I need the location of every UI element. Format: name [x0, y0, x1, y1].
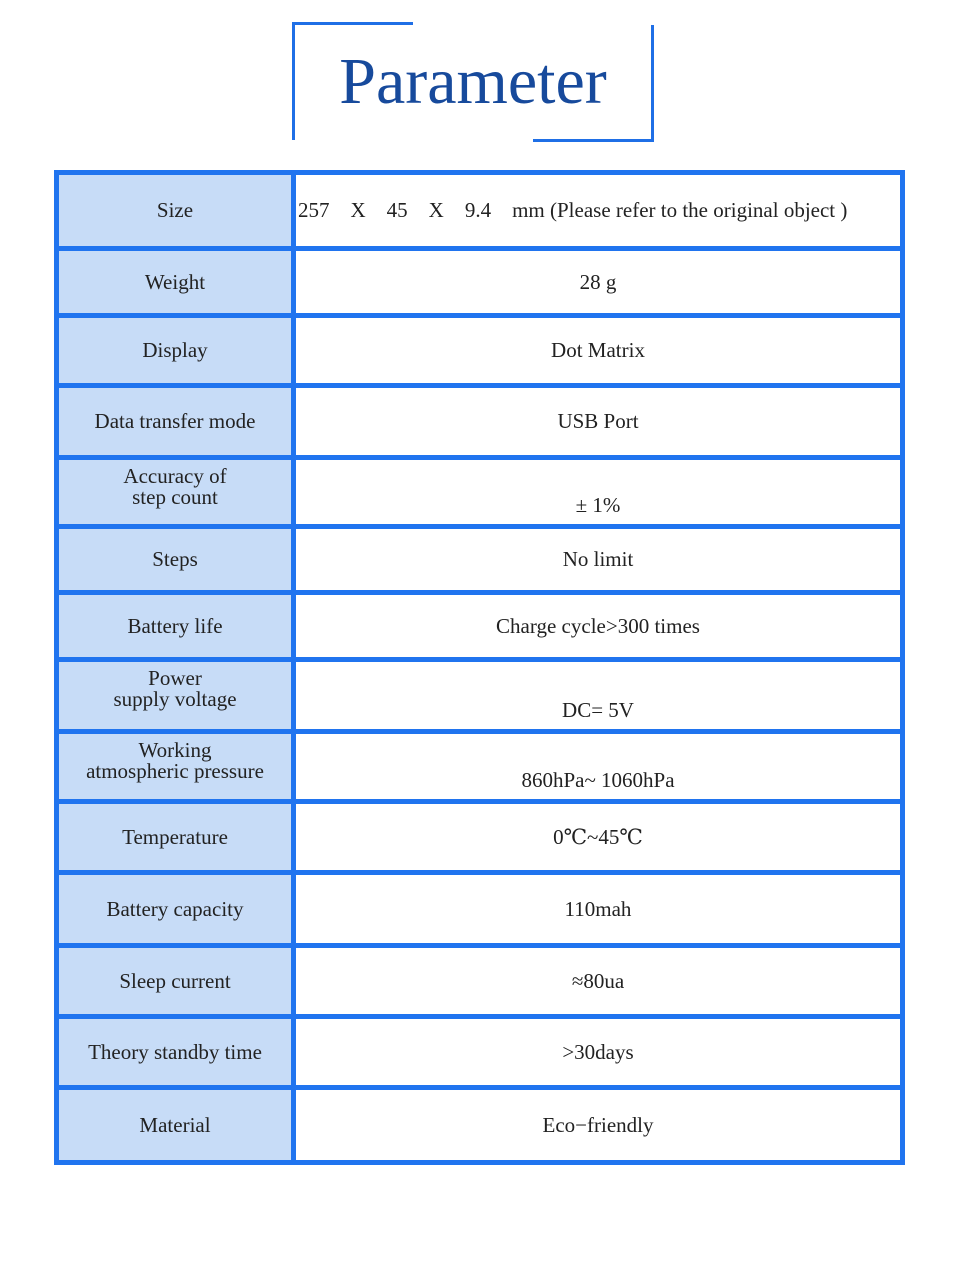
row-value: DC= 5V [294, 660, 903, 732]
table-row [57, 1017, 903, 1088]
table-row [57, 458, 903, 527]
row-value: 0℃~45℃ [294, 802, 903, 873]
row-value: 28 g [294, 249, 903, 316]
table-row [57, 527, 903, 593]
parameter-table [54, 170, 905, 1165]
row-label: Weight [57, 249, 294, 316]
row-value: Eco−friendly [294, 1088, 903, 1163]
row-value: 257 X 45 X 9.4 mm (Please refer to the original object ) [294, 173, 903, 249]
row-label: Material [57, 1088, 294, 1163]
row-label-line: Accuracy of [123, 464, 227, 488]
table-row [57, 1088, 903, 1163]
row-label: Battery capacity [57, 873, 294, 946]
table-row [57, 802, 903, 873]
row-label-line: supply voltage [113, 687, 237, 711]
row-value: ≈80ua [294, 946, 903, 1017]
row-label: Data transfer mode [57, 386, 294, 458]
row-label: Display [57, 316, 294, 386]
row-label-line: atmospheric pressure [86, 759, 264, 783]
row-value: Dot Matrix [294, 316, 903, 386]
title-block [292, 22, 654, 142]
row-label: Temperature [57, 802, 294, 873]
row-label-line: Power [148, 666, 202, 690]
row-value: No limit [294, 527, 903, 593]
row-value: USB Port [294, 386, 903, 458]
row-value: 110mah [294, 873, 903, 946]
table-row [57, 946, 903, 1017]
table-row [57, 173, 903, 249]
table-row [57, 660, 903, 732]
table-row [57, 593, 903, 660]
table-row [57, 316, 903, 386]
table-row [57, 249, 903, 316]
row-value: ± 1% [294, 458, 903, 527]
row-label: Size [57, 173, 294, 249]
row-label [57, 660, 294, 732]
row-label: Steps [57, 527, 294, 593]
row-label [57, 458, 294, 527]
row-label: Battery life [57, 593, 294, 660]
row-label-line: step count [132, 485, 218, 509]
row-label-line: Working [138, 738, 212, 762]
page-title: Parameter [339, 45, 607, 118]
row-value: 860hPa~ 1060hPa [294, 732, 903, 802]
table-row [57, 732, 903, 802]
row-label [57, 732, 294, 802]
row-label: Theory standby time [57, 1017, 294, 1088]
row-label: Sleep current [57, 946, 294, 1017]
row-value: >30days [294, 1017, 903, 1088]
table-row [57, 386, 903, 458]
row-value: Charge cycle>300 times [294, 593, 903, 660]
table-row [57, 873, 903, 946]
